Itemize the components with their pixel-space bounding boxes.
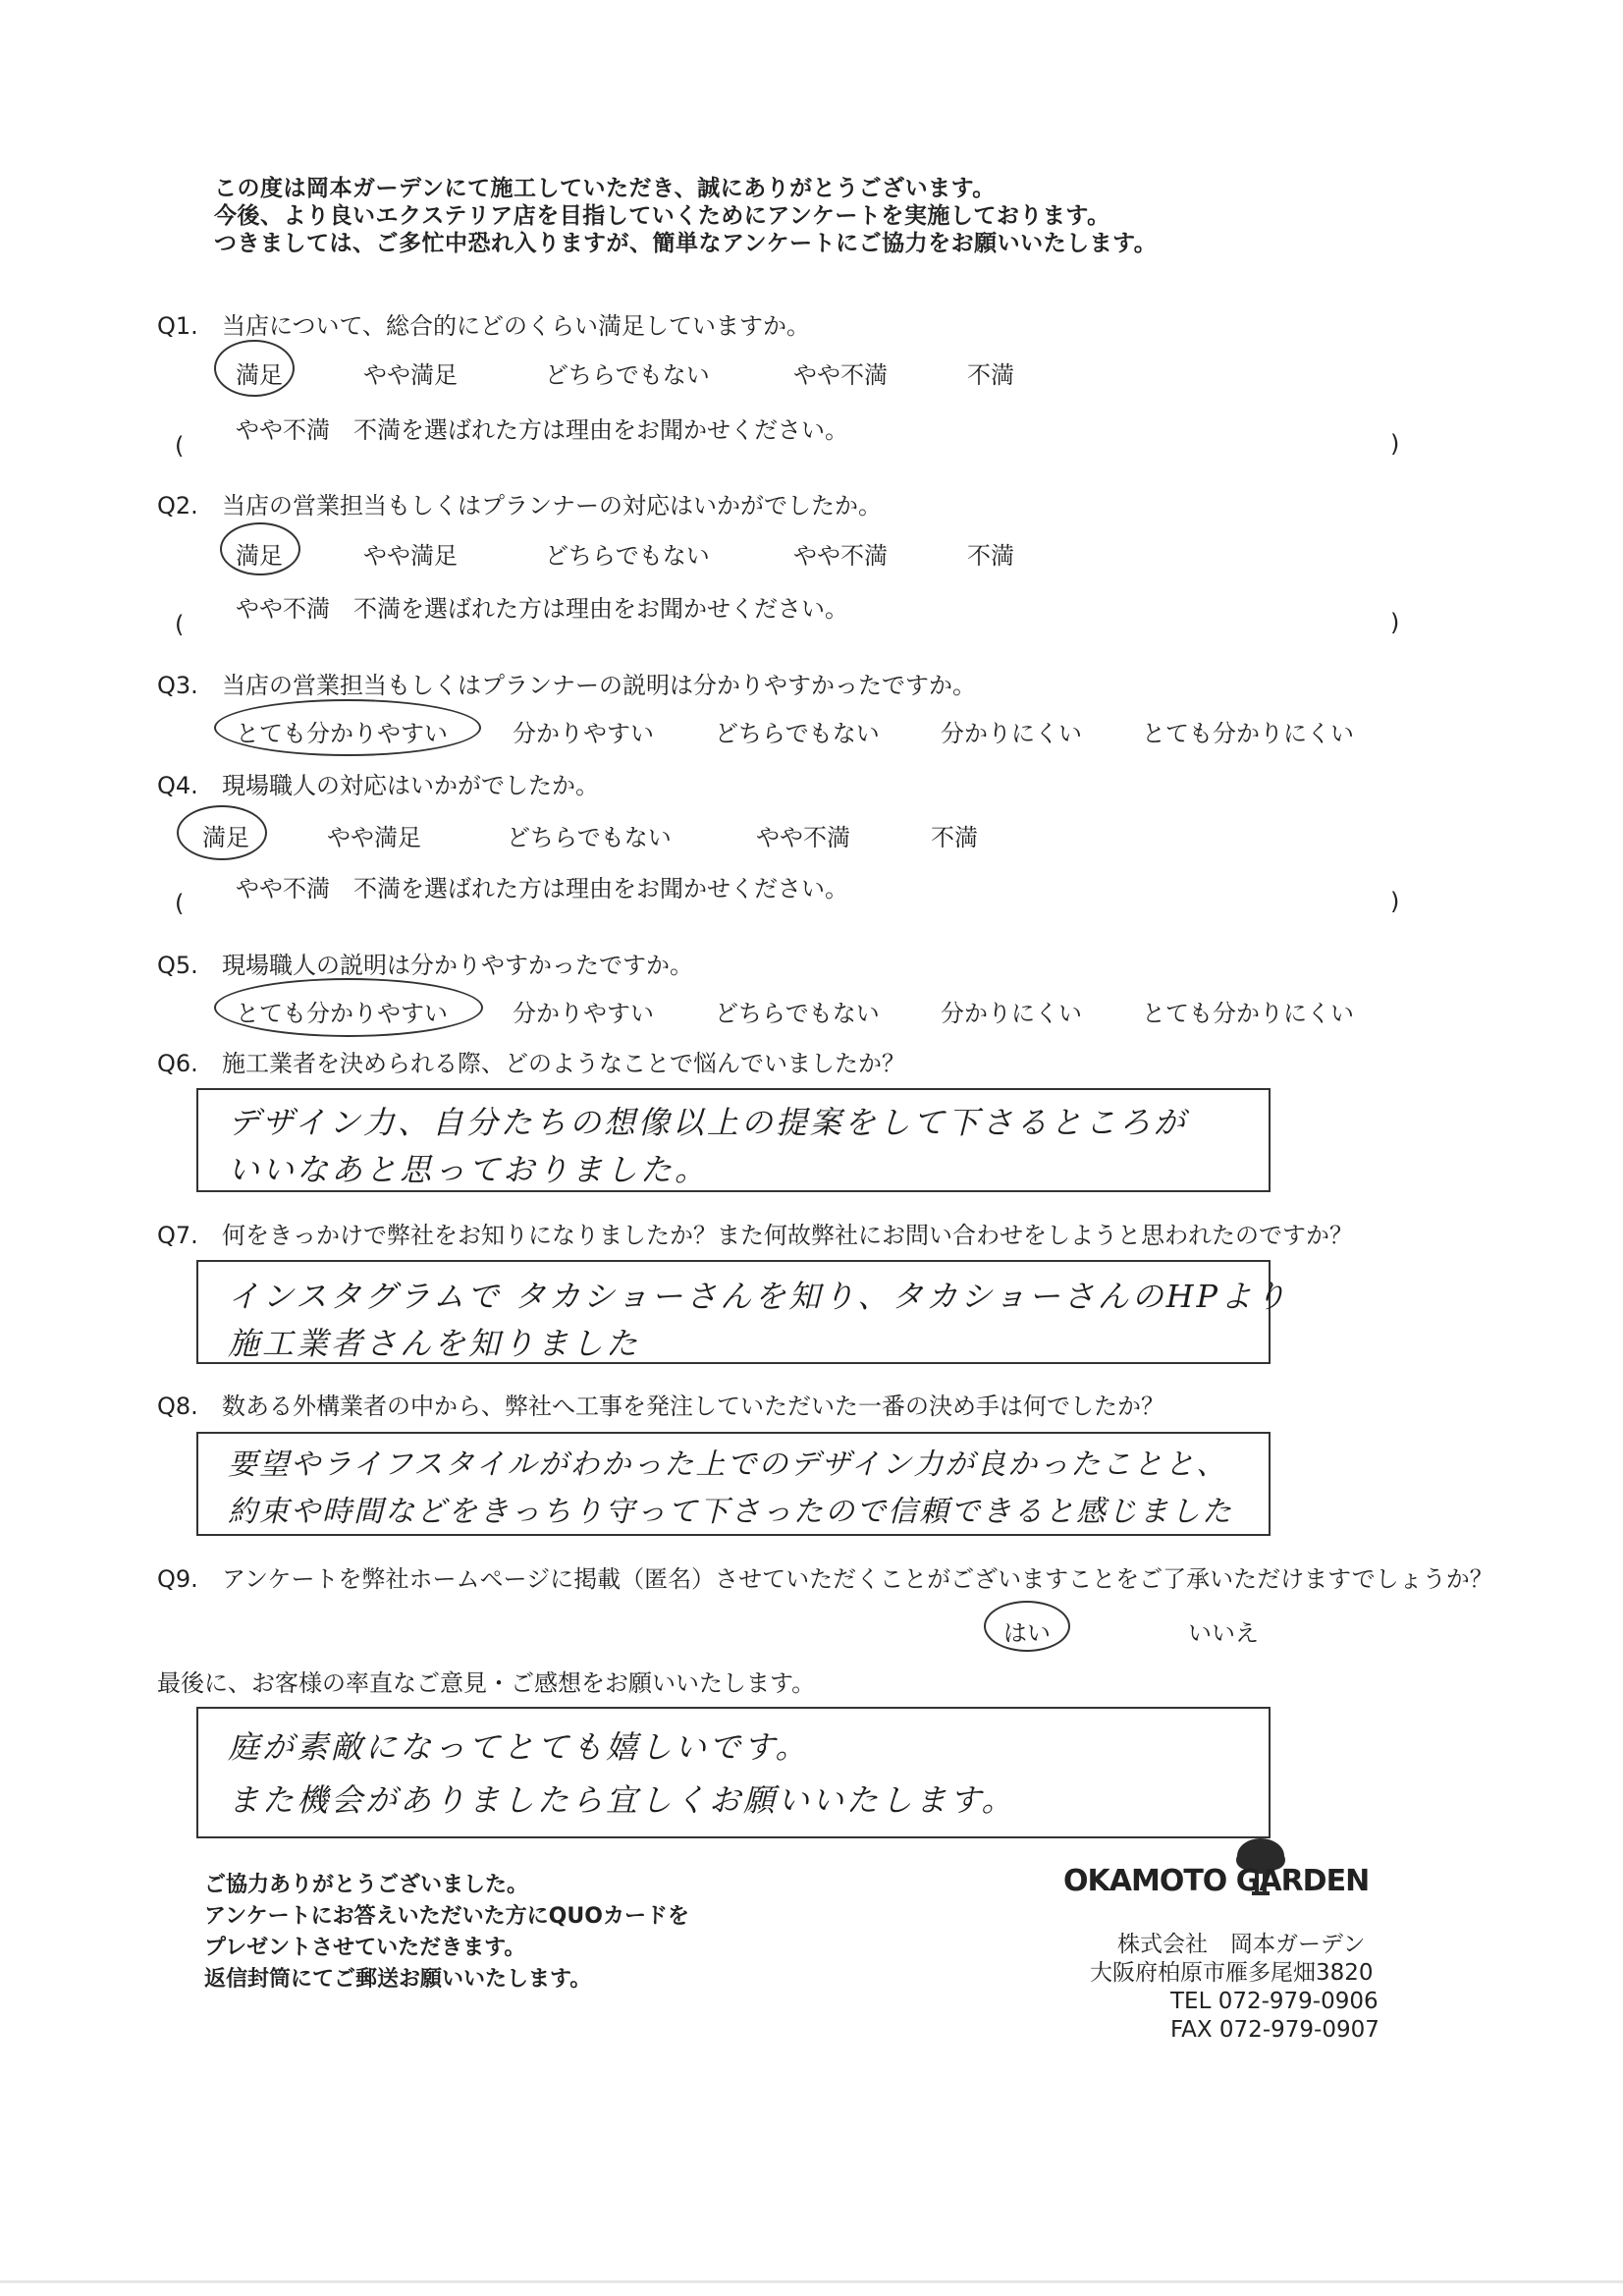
handwritten-answer-line: デザイン力、自分たちの想像以上の提案をして下さるところが [228,1104,1188,1141]
paren-open: ( [175,432,185,460]
option-neutral[interactable]: どちらでもない [545,542,710,570]
question-number: Q2. [157,492,198,519]
option-very-unclear[interactable]: とても分かりにくい [1142,720,1354,747]
handwritten-answer-line: いいなあと思っておりました。 [228,1151,710,1188]
question-text: 現場職人の説明は分かりやすかったですか。 [222,952,693,979]
option-neutral[interactable]: どちらでもない [507,824,672,851]
question-number: Q7. [157,1222,198,1249]
question-number: Q9. [157,1565,198,1593]
scan-edge [0,2280,1623,2283]
question-text: 何をきっかけで弊社をお知りになりましたか？また何故弊社にお問い合わせをしようと思われたのですか？ [222,1222,1353,1249]
reason-prompt: やや不満 不満を選ばれた方は理由をお聞かせください。 [236,595,848,623]
option-unclear[interactable]: 分かりにくい [941,720,1082,747]
option-somewhat-dissatisfied[interactable]: やや不満 [793,542,888,570]
option-somewhat-satisfied[interactable]: やや満足 [363,361,458,389]
thanks-message [204,1870,689,1995]
intro-line: この度は岡本ガーデンにて施工していただき、誠にありがとうございます。 [214,176,996,201]
option-dissatisfied[interactable]: 不満 [967,361,1014,389]
option-clear[interactable]: 分かりやすい [513,720,654,747]
paren-close: ) [1390,430,1400,458]
option-very-unclear[interactable]: とても分かりにくい [1142,1000,1354,1027]
question-text: 施工業者を決められる際、どのようなことで悩んでいましたか？ [222,1050,905,1077]
question-text: 当店の営業担当もしくはプランナーの説明は分かりやすかったですか。 [222,672,976,699]
option-unclear[interactable]: 分かりにくい [941,1000,1082,1027]
question-9 [157,1559,1493,1594]
question-2 [157,486,882,520]
question-number: Q6. [157,1050,198,1077]
option-neutral[interactable]: どちらでもない [715,1000,880,1027]
question-text: 最後に、お客様の率直なご意見・ご感想をお願いいたします。 [157,1669,816,1697]
handwritten-answer-line: インスタグラムで タカショーさんを知り、タカショーさんのHPより [228,1278,1290,1315]
question-4 [157,766,599,800]
question-6 [157,1044,905,1078]
question-text: 数ある外構業者の中から、弊社へ工事を発注していただいた一番の決め手は何でしたか？ [222,1393,1164,1420]
option-somewhat-satisfied[interactable]: やや満足 [363,542,458,570]
thanks-line: 返信封筒にてご郵送お願いいたします。 [204,1967,592,1992]
handwritten-answer-line: 要望やライフスタイルがわかった上でのデザイン力が良かったことと、 [228,1448,1228,1482]
question-7 [157,1216,1353,1250]
intro-line: つきましては、ご多忙中恐れ入りますが、簡単なアンケートにご協力をお願いいたします。 [214,231,1158,256]
handwritten-answer-line: また機会がありましたら宜しくお願いいたします。 [228,1781,1016,1819]
option-dissatisfied[interactable]: 不満 [931,824,978,851]
option-satisfied[interactable]: 満足 [236,361,283,389]
question-number: Q8. [157,1393,198,1420]
thanks-line: アンケートにお答えいただいた方にQUOカードを [204,1904,689,1929]
final-comments-prompt [157,1664,815,1698]
reason-prompt: やや不満 不満を選ばれた方は理由をお聞かせください。 [236,875,848,902]
intro-text [214,175,1157,257]
answer-box[interactable] [196,1432,1271,1536]
question-3 [157,666,976,700]
question-1 [157,306,810,341]
company-name: 株式会社 岡本ガーデン [1117,1932,1366,1957]
option-somewhat-satisfied[interactable]: やや満足 [327,824,421,851]
option-yes[interactable]: はい [1003,1619,1051,1647]
thanks-line: プレゼントさせていただきます。 [204,1936,526,1960]
question-number: Q3. [157,672,198,699]
question-text: 当店の営業担当もしくはプランナーの対応はいかがでしたか。 [222,492,882,519]
handwritten-answer-line: 施工業者さんを知りました [228,1325,641,1362]
option-satisfied[interactable]: 満足 [236,542,283,570]
option-neutral[interactable]: どちらでもない [545,361,710,389]
question-text: 当店について、総合的にどのくらい満足していますか。 [222,312,811,340]
paren-open: ( [175,890,185,917]
handwritten-answer-line: 庭が素敵になってとても嬉しいです。 [228,1728,810,1766]
option-satisfied[interactable]: 満足 [202,824,249,851]
answer-box[interactable] [196,1260,1290,1364]
company-address: 大阪府柏原市雁多尾畑3820 [1090,1960,1374,1986]
answer-box[interactable] [196,1707,1271,1838]
question-5 [157,946,693,980]
reason-prompt: やや不満 不満を選ばれた方は理由をお聞かせください。 [236,416,848,444]
paren-open: ( [175,611,185,638]
option-very-clear[interactable]: とても分かりやすい [236,720,448,747]
option-very-clear[interactable]: とても分かりやすい [236,1000,448,1027]
company-tel: TEL 072-979-0906 [1170,1989,1379,2014]
question-text: 現場職人の対応はいかがでしたか。 [222,772,599,799]
paren-close: ) [1390,888,1400,915]
option-neutral[interactable]: どちらでもない [715,720,880,747]
option-dissatisfied[interactable]: 不満 [967,542,1014,570]
company-fax: FAX 072-979-0907 [1170,2017,1380,2043]
option-no[interactable]: いいえ [1188,1619,1259,1647]
option-clear[interactable]: 分かりやすい [513,1000,654,1027]
thanks-line: ご協力ありがとうございました。 [204,1873,529,1897]
question-8 [157,1387,1164,1421]
paren-close: ) [1390,609,1400,636]
company-info [1090,1931,1380,2045]
answer-box[interactable] [196,1088,1271,1192]
question-number: Q1. [157,312,198,340]
intro-line: 今後、より良いエクステリア店を目指していくためにアンケートを実施しております。 [214,203,1110,229]
question-text: アンケートを弊社ホームページに掲載（匿名）させていただくことがございますことをご了承いただけますでしょうか？ [222,1565,1493,1593]
handwritten-answer-line: 約束や時間などをきっちり守って下さったので信頼できると感じました [228,1495,1233,1529]
question-number: Q4. [157,772,198,799]
option-somewhat-dissatisfied[interactable]: やや不満 [793,361,888,389]
logo-wordmark: OKAMOTO GARDEN [1063,1864,1370,1898]
question-number: Q5. [157,952,198,979]
option-somewhat-dissatisfied[interactable]: やや不満 [756,824,850,851]
company-logo [1063,1836,1378,1905]
